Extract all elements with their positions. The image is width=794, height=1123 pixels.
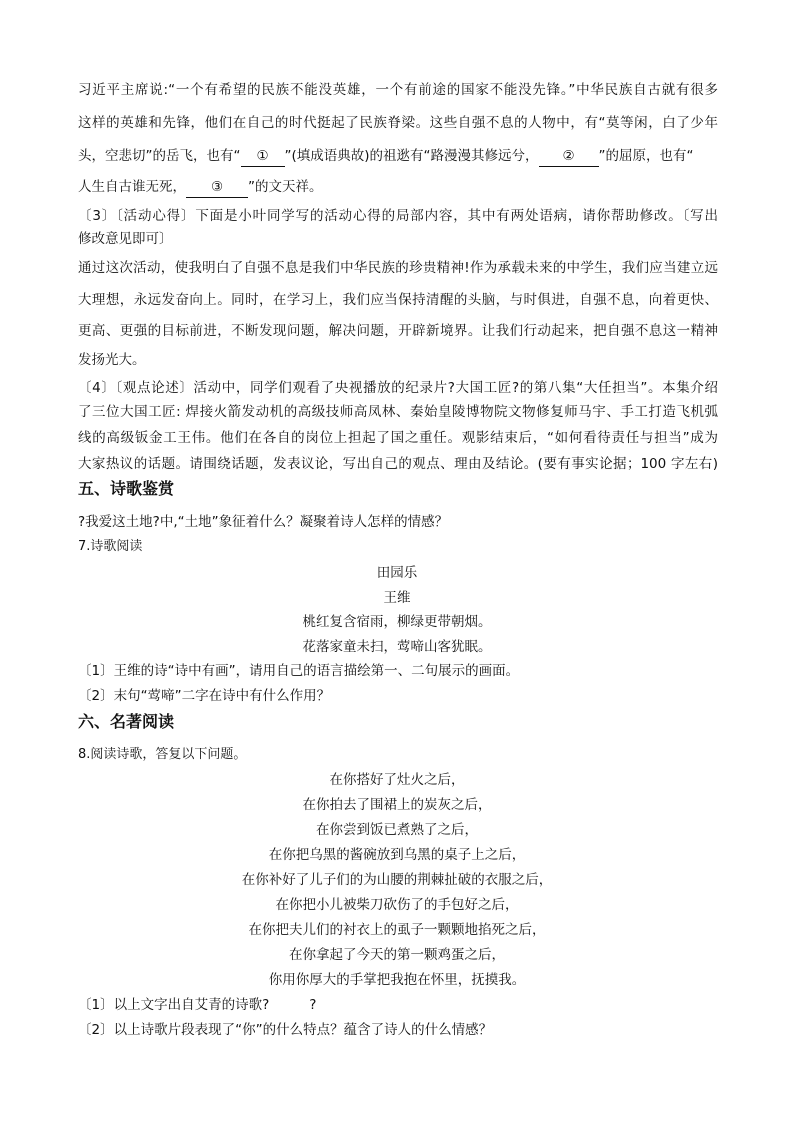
question-4-line: 〔4〕〔观点论述〕活动中，同学们观看了央视播放的纪录片?大国工匠?的第八集“大任担当”。本集介绍 [78, 380, 718, 396]
question-line: ?我爱这土地?中,“土地”象征着什么？凝聚着诗人怎样的情感？ [78, 514, 449, 530]
question-8-title: 8.阅读诗歌，答复以下问题。 [78, 747, 247, 762]
poem-line: 在你把乌黑的酱碗放到乌黑的桌子上之后， [268, 847, 526, 863]
poem-line: 在你拿起了今天的第一颗鸡蛋之后， [289, 947, 505, 963]
question-4-line: 线的高级钣金工王伟。他们在各自的岗位上担起了国之重任。观影结束后，“如何看待责任与担当”成为 [78, 430, 718, 446]
question-3-line: 修改意见即可〕 [78, 231, 173, 247]
section-heading-5: 五、诗歌鉴赏 [78, 479, 175, 498]
poem-title: 田园乐 [376, 565, 418, 581]
poem-line: 你用你厚大的手掌把我抱在怀里，抚摸我。 [268, 972, 526, 988]
poem-author: 王维 [383, 590, 411, 606]
text-segment: ”的屈原，也有“ [598, 148, 694, 164]
question-3-line: 〔3〕〔活动心得〕下面是小叶同学写的活动心得的局部内容，其中有两处语病，请你帮助修改。〔写出 [78, 208, 718, 224]
poem-line: 桃红复含宿雨，柳绿更带朝烟。 [302, 614, 492, 630]
question-4-line: 了三位大国工匠: 焊接火箭发动机的高级技师高凤林、秦始皇陵博物院文物修复师马宇、手工打造飞机弧 [78, 404, 718, 420]
blank-1[interactable]: ① [241, 146, 285, 167]
paragraph-line: 这样的英雄和先锋，他们在自己的时代挺起了民族脊梁。这些自强不息的人物中，有“莫等闲，白了少年 [78, 115, 718, 131]
excerpt-line: 更高、更强的目标前进，不断发现问题，解决问题，开辟新境界。让我们行动起来，把自强不息这一精神 [78, 323, 718, 339]
question-7-title: 7.诗歌阅读 [78, 539, 143, 554]
text-segment: ”的文天祥。 [248, 179, 323, 195]
poem-line: 在你拍去了围裙上的炭灰之后， [302, 797, 492, 813]
excerpt-line: 通过这次活动，使我明白了自强不息是我们中华民族的珍贵精神!作为承载未来的中学生，我们应当建立远 [78, 260, 718, 276]
fill-blank-line [78, 146, 694, 167]
question-mark: ? [309, 997, 317, 1013]
text-segment: ”(填成语典故)的祖逖有“路漫漫其修远兮， [284, 148, 539, 164]
blank-3[interactable]: ③ [186, 177, 248, 198]
blank-2[interactable]: ② [539, 146, 599, 167]
question-7-1: 〔1〕王维的诗“诗中有画”，请用自己的语言描绘第一、二句展示的画面。 [78, 663, 520, 679]
question-4-line: 大家热议的话题。请围绕话题，发表议论，写出自己的观点、理由及结论。(要有事实论据；100 字左右) [78, 456, 718, 472]
text-segment: 人生自古谁无死， [78, 179, 186, 195]
poem-line: 在你搭好了灶火之后， [329, 772, 465, 788]
section-heading-6: 六、名著阅读 [78, 712, 175, 731]
question-8-1 [78, 995, 316, 1015]
poem-line: 在你把夫儿们的衬衣上的虱子一颗颗地掐死之后， [248, 922, 546, 938]
poem-line: 在你补好了儿子们的为山腰的荆棘扯破的衣服之后， [241, 872, 553, 888]
question-8-2: 〔2〕以上诗歌片段表现了“你”的什么特点？蕴含了诗人的什么情感？ [78, 1022, 493, 1038]
excerpt-line: 发扬光大。 [78, 352, 146, 368]
poem-line: 在你尝到饭已煮熟了之后， [316, 822, 478, 838]
excerpt-line: 大理想，永远发奋向上。同时，在学习上，我们应当保持清醒的头脑，与时俱进，自强不息，向着更快、 [78, 292, 718, 308]
poem-line: 花落家童未扫，莺啼山客犹眠。 [302, 639, 492, 655]
paragraph-line: 习近平主席说:“一个有希望的民族不能没英雄，一个有前途的国家不能没先锋。”中华民族自古就有很多 [78, 82, 718, 98]
text-segment: 头，空悲切”的岳飞，也有“ [78, 148, 241, 164]
fill-blank-line [78, 177, 323, 198]
poem-line: 在你把小儿被柴刀砍伤了的手包好之后， [275, 897, 519, 913]
question-7-2: 〔2〕末句“莺啼”二字在诗中有什么作用？ [78, 688, 331, 704]
question-text: 〔1〕以上文字出自艾青的诗歌? [78, 997, 270, 1013]
